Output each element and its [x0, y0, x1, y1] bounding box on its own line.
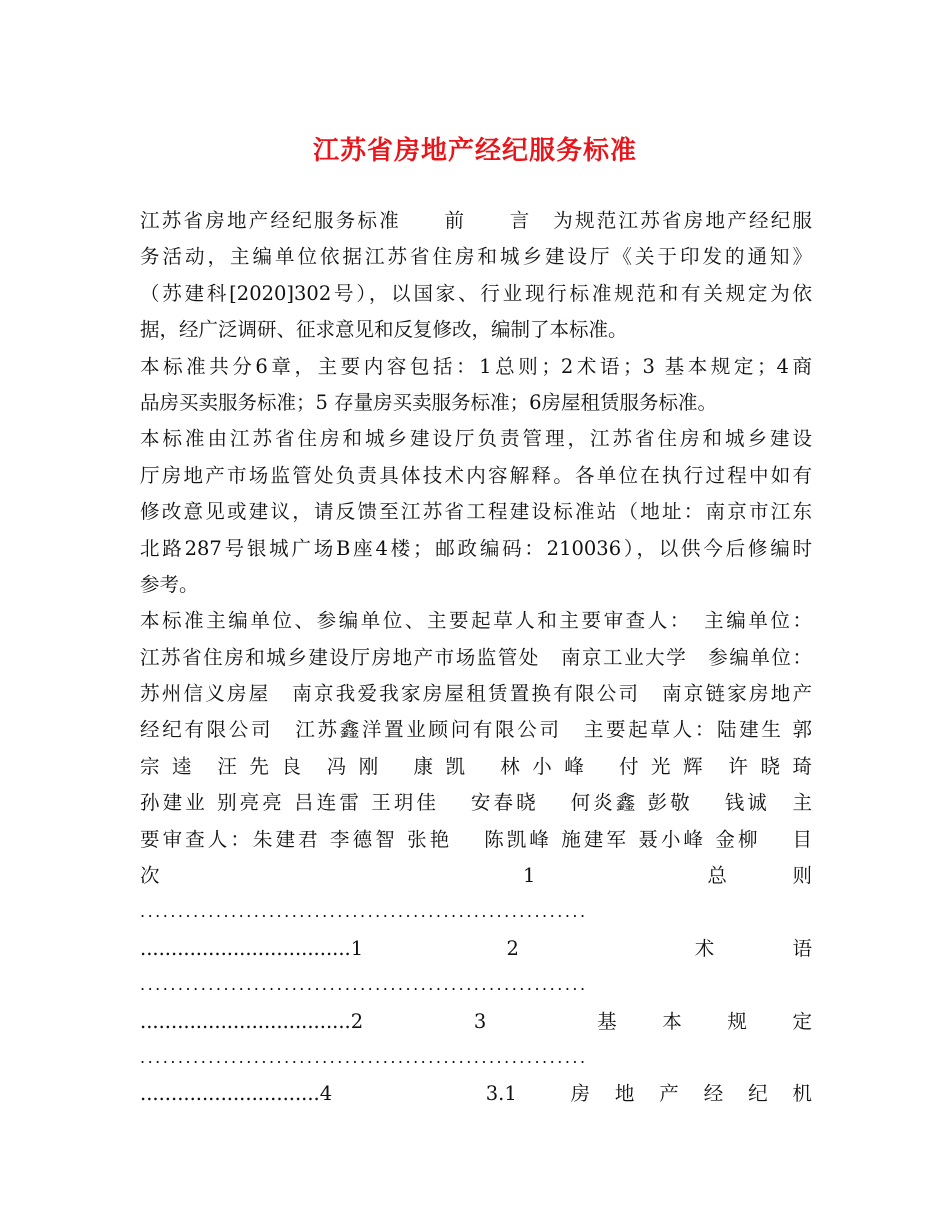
text-line: 要审查人：朱建君 李德智 张艳 陈凯峰 施建军 聂小峰 金柳 目: [140, 827, 812, 851]
toc-leader-line: ...........................................................: [140, 975, 588, 995]
text-line: 品房买卖服务标准；5 存量房买卖服务标准；6房屋租赁服务标准。: [140, 390, 718, 414]
document-title: 江苏省房地产经纪服务标准: [312, 136, 637, 166]
text-line: 经纪有限公司 江苏鑫洋置业顾问有限公司 主要起草人：陆建生 郭: [140, 718, 812, 742]
document-body: [140, 203, 812, 1113]
text-line: （苏建科[2020]302号），以国家、行业现行标准规范和有关规定为依: [140, 281, 812, 305]
text-line: 厅房地产市场监管处负责具体技术内容解释。各单位在执行过程中如有: [140, 463, 812, 487]
text-line: 参考。: [140, 572, 199, 596]
text-line: ..................................1 2 术 语: [140, 936, 812, 960]
text-line: 本标准主编单位、参编单位、主要起草人和主要审查人： 主编单位：: [140, 609, 812, 633]
toc-leader-line: ...........................................................: [140, 902, 588, 922]
text-line: 务活动，主编单位依据江苏省住房和城乡建设厅《关于印发的通知》: [140, 245, 812, 269]
text-line: 北路287号银城广场B座4楼；邮政编码：210036），以供今后修编时: [140, 536, 812, 560]
text-line: 本标准由江苏省住房和城乡建设厅负责管理，江苏省住房和城乡建设: [140, 427, 812, 451]
text-line: 宗 逵 汪 先 良 冯 刚 康 凯 林 小 峰 付 光 辉 许 晓 琦: [140, 754, 812, 778]
text-line: 修改意见或建议，请反馈至江苏省工程建设标准站（地址：南京市江东: [140, 500, 812, 524]
text-line: 本标准共分6章，主要内容包括：1总则；2术语；3 基本规定；4商: [140, 354, 812, 378]
text-line: 据，经广泛调研、征求意见和反复修改，编制了本标准。: [140, 318, 628, 342]
text-line: ..................................2 3 基 本 规 定: [140, 1009, 812, 1033]
text-line: 江苏省住房和城乡建设厅房地产市场监管处 南京工业大学 参编单位：: [140, 645, 812, 669]
toc-leader-line: ...........................................................: [140, 1047, 588, 1067]
text-line: 孙建业 别亮亮 吕连雷 王玥佳 安春晓 何炎鑫 彭敬 钱诚 主: [140, 791, 812, 815]
text-line: 江苏省房地产经纪服务标准 前 言 为规范江苏省房地产经纪服: [140, 209, 812, 232]
text-line: 次 1 总 则: [140, 864, 812, 888]
text-line: .............................4 3.1 房 地 产 经 纪 机: [140, 1082, 812, 1106]
text-line: 苏州信义房屋 南京我爱我家房屋租赁置换有限公司 南京链家房地产: [140, 682, 812, 706]
